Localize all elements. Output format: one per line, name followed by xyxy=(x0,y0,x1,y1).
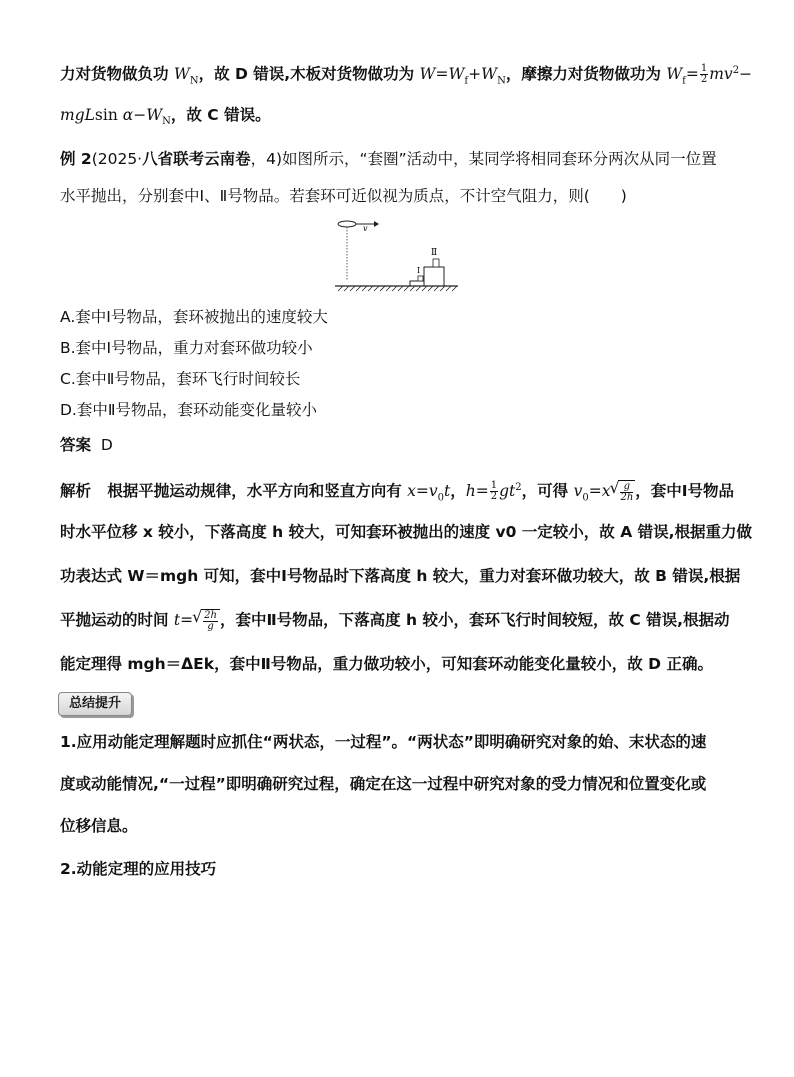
var-x: x xyxy=(407,482,416,501)
ring-toss-figure xyxy=(330,213,465,298)
var-mv: mv xyxy=(709,65,733,84)
fraction-half xyxy=(490,481,498,502)
comma: ， xyxy=(450,482,466,501)
eq: = xyxy=(180,611,194,629)
frac-den: 2 xyxy=(490,491,498,503)
eq: = xyxy=(415,482,429,501)
frac-den: 2 xyxy=(700,74,708,86)
item-2-label: Ⅱ xyxy=(431,248,438,258)
fraction xyxy=(620,482,633,503)
sup-2: 2 xyxy=(515,482,522,493)
frac-num: √ 2h xyxy=(204,610,217,621)
sub-n: N xyxy=(162,116,171,128)
example-text: 如图所示，“套圈”活动中，某同学将相同套环分两次从同一位置 xyxy=(282,150,717,168)
sub-f: f xyxy=(682,75,686,87)
var-v: v xyxy=(573,482,583,501)
sub-f: f xyxy=(464,75,469,87)
var-w: W xyxy=(173,65,190,84)
var-alpha: α xyxy=(122,106,134,124)
frac-num: 1 xyxy=(490,480,498,492)
item-1-label: Ⅰ xyxy=(417,266,421,275)
analysis-line-4 xyxy=(60,609,730,632)
analysis-line-1 xyxy=(60,477,734,509)
summary-line-3: 位移信息。 xyxy=(60,817,138,835)
var-h: h xyxy=(465,482,476,501)
ground-hatch xyxy=(338,286,457,291)
eq: = xyxy=(475,482,489,501)
frac-den: g xyxy=(207,621,214,632)
sqrt xyxy=(201,609,220,632)
text: ，可得 xyxy=(521,482,574,501)
var-x: x xyxy=(601,482,611,501)
text: ，套中Ⅱ号物品，下落高度 h 较小，套环飞行时间较短，故 C 错误,根据动 xyxy=(219,611,730,629)
sin: sin xyxy=(94,106,123,124)
example-source: (2025· xyxy=(91,150,143,168)
summary-line-1: 1.应用动能定理解题时应抓住“两状态，一过程”。“两状态”即明确研究对象的始、末状态的速 xyxy=(60,733,707,751)
example-label: 例 2 xyxy=(60,150,92,168)
sub-n: N xyxy=(189,75,199,87)
text: ，套中Ⅰ号物品 xyxy=(635,482,735,501)
var-w: W xyxy=(666,65,683,84)
option-d: D.套中Ⅱ号物品，套环动能变化量较小 xyxy=(60,401,317,419)
item-2-icon xyxy=(433,259,439,267)
fraction-half xyxy=(700,64,708,85)
example-source-bold: 八省联考云南卷 xyxy=(142,150,251,168)
fraction xyxy=(203,611,218,632)
var-mgl: mgL xyxy=(60,106,95,124)
text: ，摩擦力对货物做功为 xyxy=(505,65,667,84)
var-t: t xyxy=(444,482,451,501)
minus: − xyxy=(133,106,147,124)
var-gt: gt xyxy=(499,482,516,501)
eq: = xyxy=(435,65,449,84)
frac-num: √ g xyxy=(620,482,633,493)
answer-line xyxy=(60,434,113,456)
answer-value: D xyxy=(100,436,113,454)
frac-den: 2h xyxy=(620,492,634,504)
analysis-line-5: 能定理得 mgh＝ΔEk，套中Ⅱ号物品，重力做功较小，可知套环动能变化量较小，故 D 正确。 xyxy=(60,655,713,673)
text: 力对货物做负功 xyxy=(60,65,174,84)
solution-line-2 xyxy=(60,104,271,133)
var-v: v xyxy=(428,482,438,501)
var-w: W xyxy=(481,65,498,84)
summary-badge: 总结提升 xyxy=(58,692,132,716)
text: 根据平抛运动规律，水平方向和竖直方向有 xyxy=(107,482,408,501)
summary-line-2: 度或动能情况,“一过程”即明确研究过程，确定在这一过程中研究对象的受力情况和位置变化或 xyxy=(60,775,707,793)
ring-icon xyxy=(338,221,356,227)
text: 平抛运动的时间 xyxy=(60,611,174,629)
velocity-label: v xyxy=(363,224,368,233)
frac-num: 1 xyxy=(700,63,708,75)
plus: + xyxy=(468,65,482,84)
solution-line-1 xyxy=(60,60,752,92)
analysis-line-2: 时水平位移 x 较小，下落高度 h 较大，可知套环被抛出的速度 v0 一定较小，故 A 错误,根据重力做 xyxy=(60,523,752,541)
minus: − xyxy=(739,65,753,84)
option-a: A.套中Ⅰ号物品，套环被抛出的速度较大 xyxy=(60,308,328,326)
example-text: 水平抛出，分别套中Ⅰ、Ⅱ号物品。若套环可近似视为质点，不计空气阻力，则( ) xyxy=(60,187,627,205)
option-c: C.套中Ⅱ号物品，套环飞行时间较长 xyxy=(60,370,301,388)
var-w: W xyxy=(419,65,436,84)
example-source: ，4) xyxy=(250,150,283,168)
example-line-1 xyxy=(60,148,717,170)
var-w: W xyxy=(448,65,465,84)
var-w: W xyxy=(146,106,163,124)
text: ，故 C 错误。 xyxy=(170,106,271,124)
analysis-label: 解析 xyxy=(60,482,92,501)
example-line-2 xyxy=(60,185,627,207)
eq: = xyxy=(685,65,699,84)
var-t: t xyxy=(173,611,181,629)
analysis-line-3: 功表达式 W＝mgh 可知，套中Ⅰ号物品时下落高度 h 较大，重力对套环做功较大，故 B 错误,根据 xyxy=(60,567,741,585)
sqrt xyxy=(618,480,635,503)
step-high xyxy=(424,267,444,286)
sub-n: N xyxy=(497,75,506,87)
text: ，故 D 错误,木板对货物做功为 xyxy=(198,65,420,84)
item-1-icon xyxy=(418,276,423,281)
arrow-head-icon xyxy=(374,221,379,227)
step-low xyxy=(410,281,424,286)
summary-line-4: 2.动能定理的应用技巧 xyxy=(60,860,217,878)
option-b: B.套中Ⅰ号物品，重力对套环做功较小 xyxy=(60,339,313,357)
sup-2: 2 xyxy=(732,65,740,76)
eq: = xyxy=(588,482,602,501)
answer-label: 答案 xyxy=(60,436,92,454)
sub-0: 0 xyxy=(582,492,589,504)
sub-0: 0 xyxy=(437,492,445,504)
